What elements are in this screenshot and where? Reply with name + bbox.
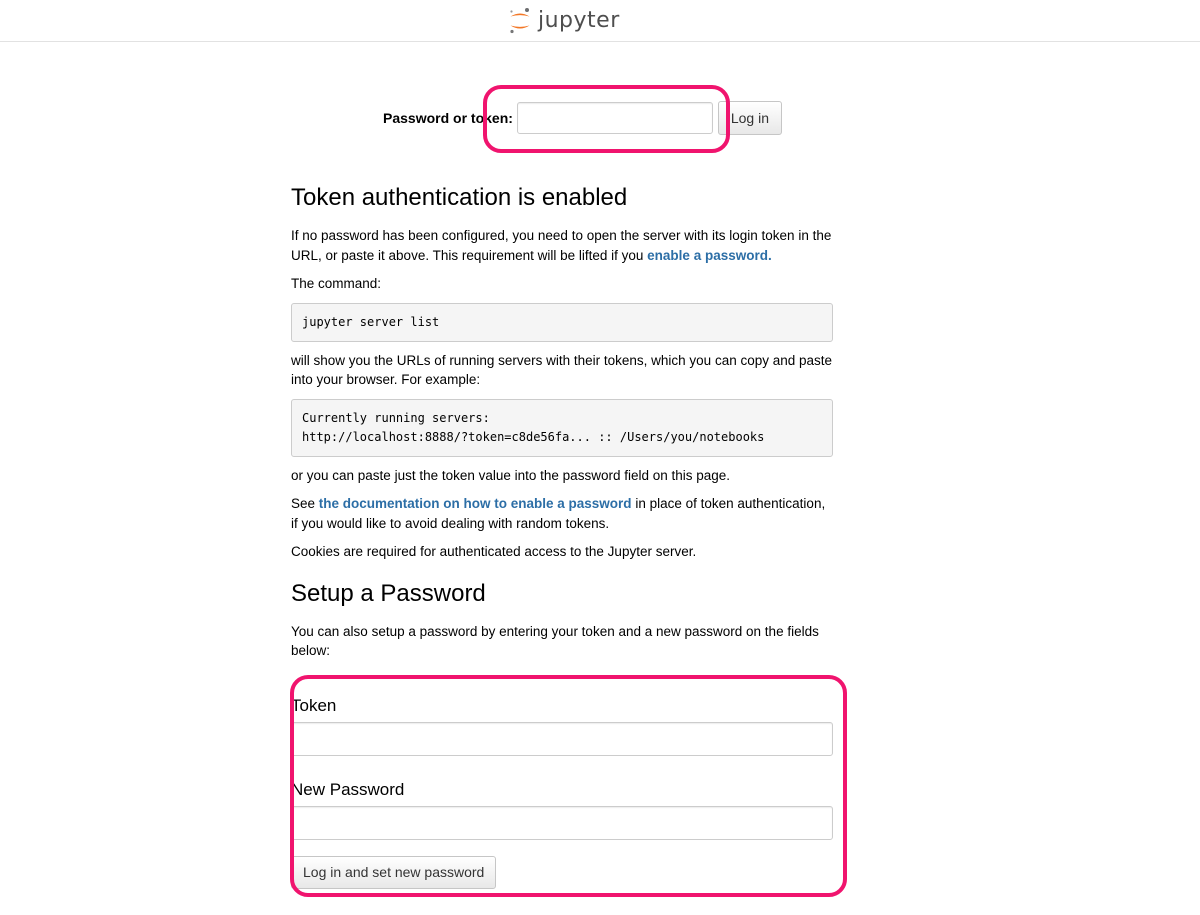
- example-line-1: Currently running servers:: [302, 410, 490, 425]
- command-label: The command:: [291, 276, 382, 291]
- token-intro-text: If no password has been configured, you need to open the server with its login token in the URL, or paste it above. This requirement will be lifted if you: [291, 228, 832, 263]
- setup-password-title: Setup a Password: [291, 579, 486, 607]
- example-code-block: [291, 399, 833, 457]
- enable-password-link[interactable]: enable a password.: [647, 247, 772, 263]
- command-code-block: jupyter server list: [291, 303, 833, 342]
- token-intro-paragraph: [291, 226, 833, 265]
- spacer: [291, 670, 833, 694]
- main-content: [291, 180, 833, 889]
- see-rest-text: in place of token authentication, if you would like to avoid dealing with random tokens.: [291, 496, 826, 531]
- log-in-button[interactable]: Log in: [718, 101, 782, 135]
- documentation-paragraph: [291, 494, 833, 533]
- log-in-and-set-password-button[interactable]: Log in and set new password: [291, 856, 496, 889]
- setup-intro-text: You can also setup a password by entering your token and a new password on the fields below:: [291, 623, 819, 658]
- password-or-token-input[interactable]: [517, 102, 713, 134]
- documentation-link[interactable]: the documentation on how to enable a password: [318, 496, 632, 511]
- jupyter-logo[interactable]: [508, 6, 620, 36]
- new-password-input[interactable]: [291, 806, 833, 840]
- token-auth-title: Token authentication is enabled: [291, 184, 628, 211]
- example-line-2: http://localhost:8888/?token=c8de56fa... :: /Users/you/notebooks: [302, 429, 765, 444]
- see-text: See: [291, 496, 319, 511]
- new-password-label: New Password: [291, 779, 405, 799]
- login-form: [383, 101, 782, 135]
- password-or-token-label: Password or token:: [383, 110, 513, 126]
- logo-text: jupyter: [538, 8, 620, 33]
- token-input[interactable]: [291, 722, 833, 756]
- top-header: [0, 0, 1200, 42]
- jupyter-logo-icon: [508, 7, 532, 35]
- paste-token-text: or you can paste just the token value into the password field on this page.: [291, 467, 731, 483]
- cookies-text: Cookies are required for authenticated access to the Jupyter server.: [291, 544, 697, 559]
- token-label: Token: [291, 695, 337, 715]
- after-command-text: will show you the URLs of running servers with their tokens, which you can copy and paste into your browser. For example:: [291, 352, 833, 387]
